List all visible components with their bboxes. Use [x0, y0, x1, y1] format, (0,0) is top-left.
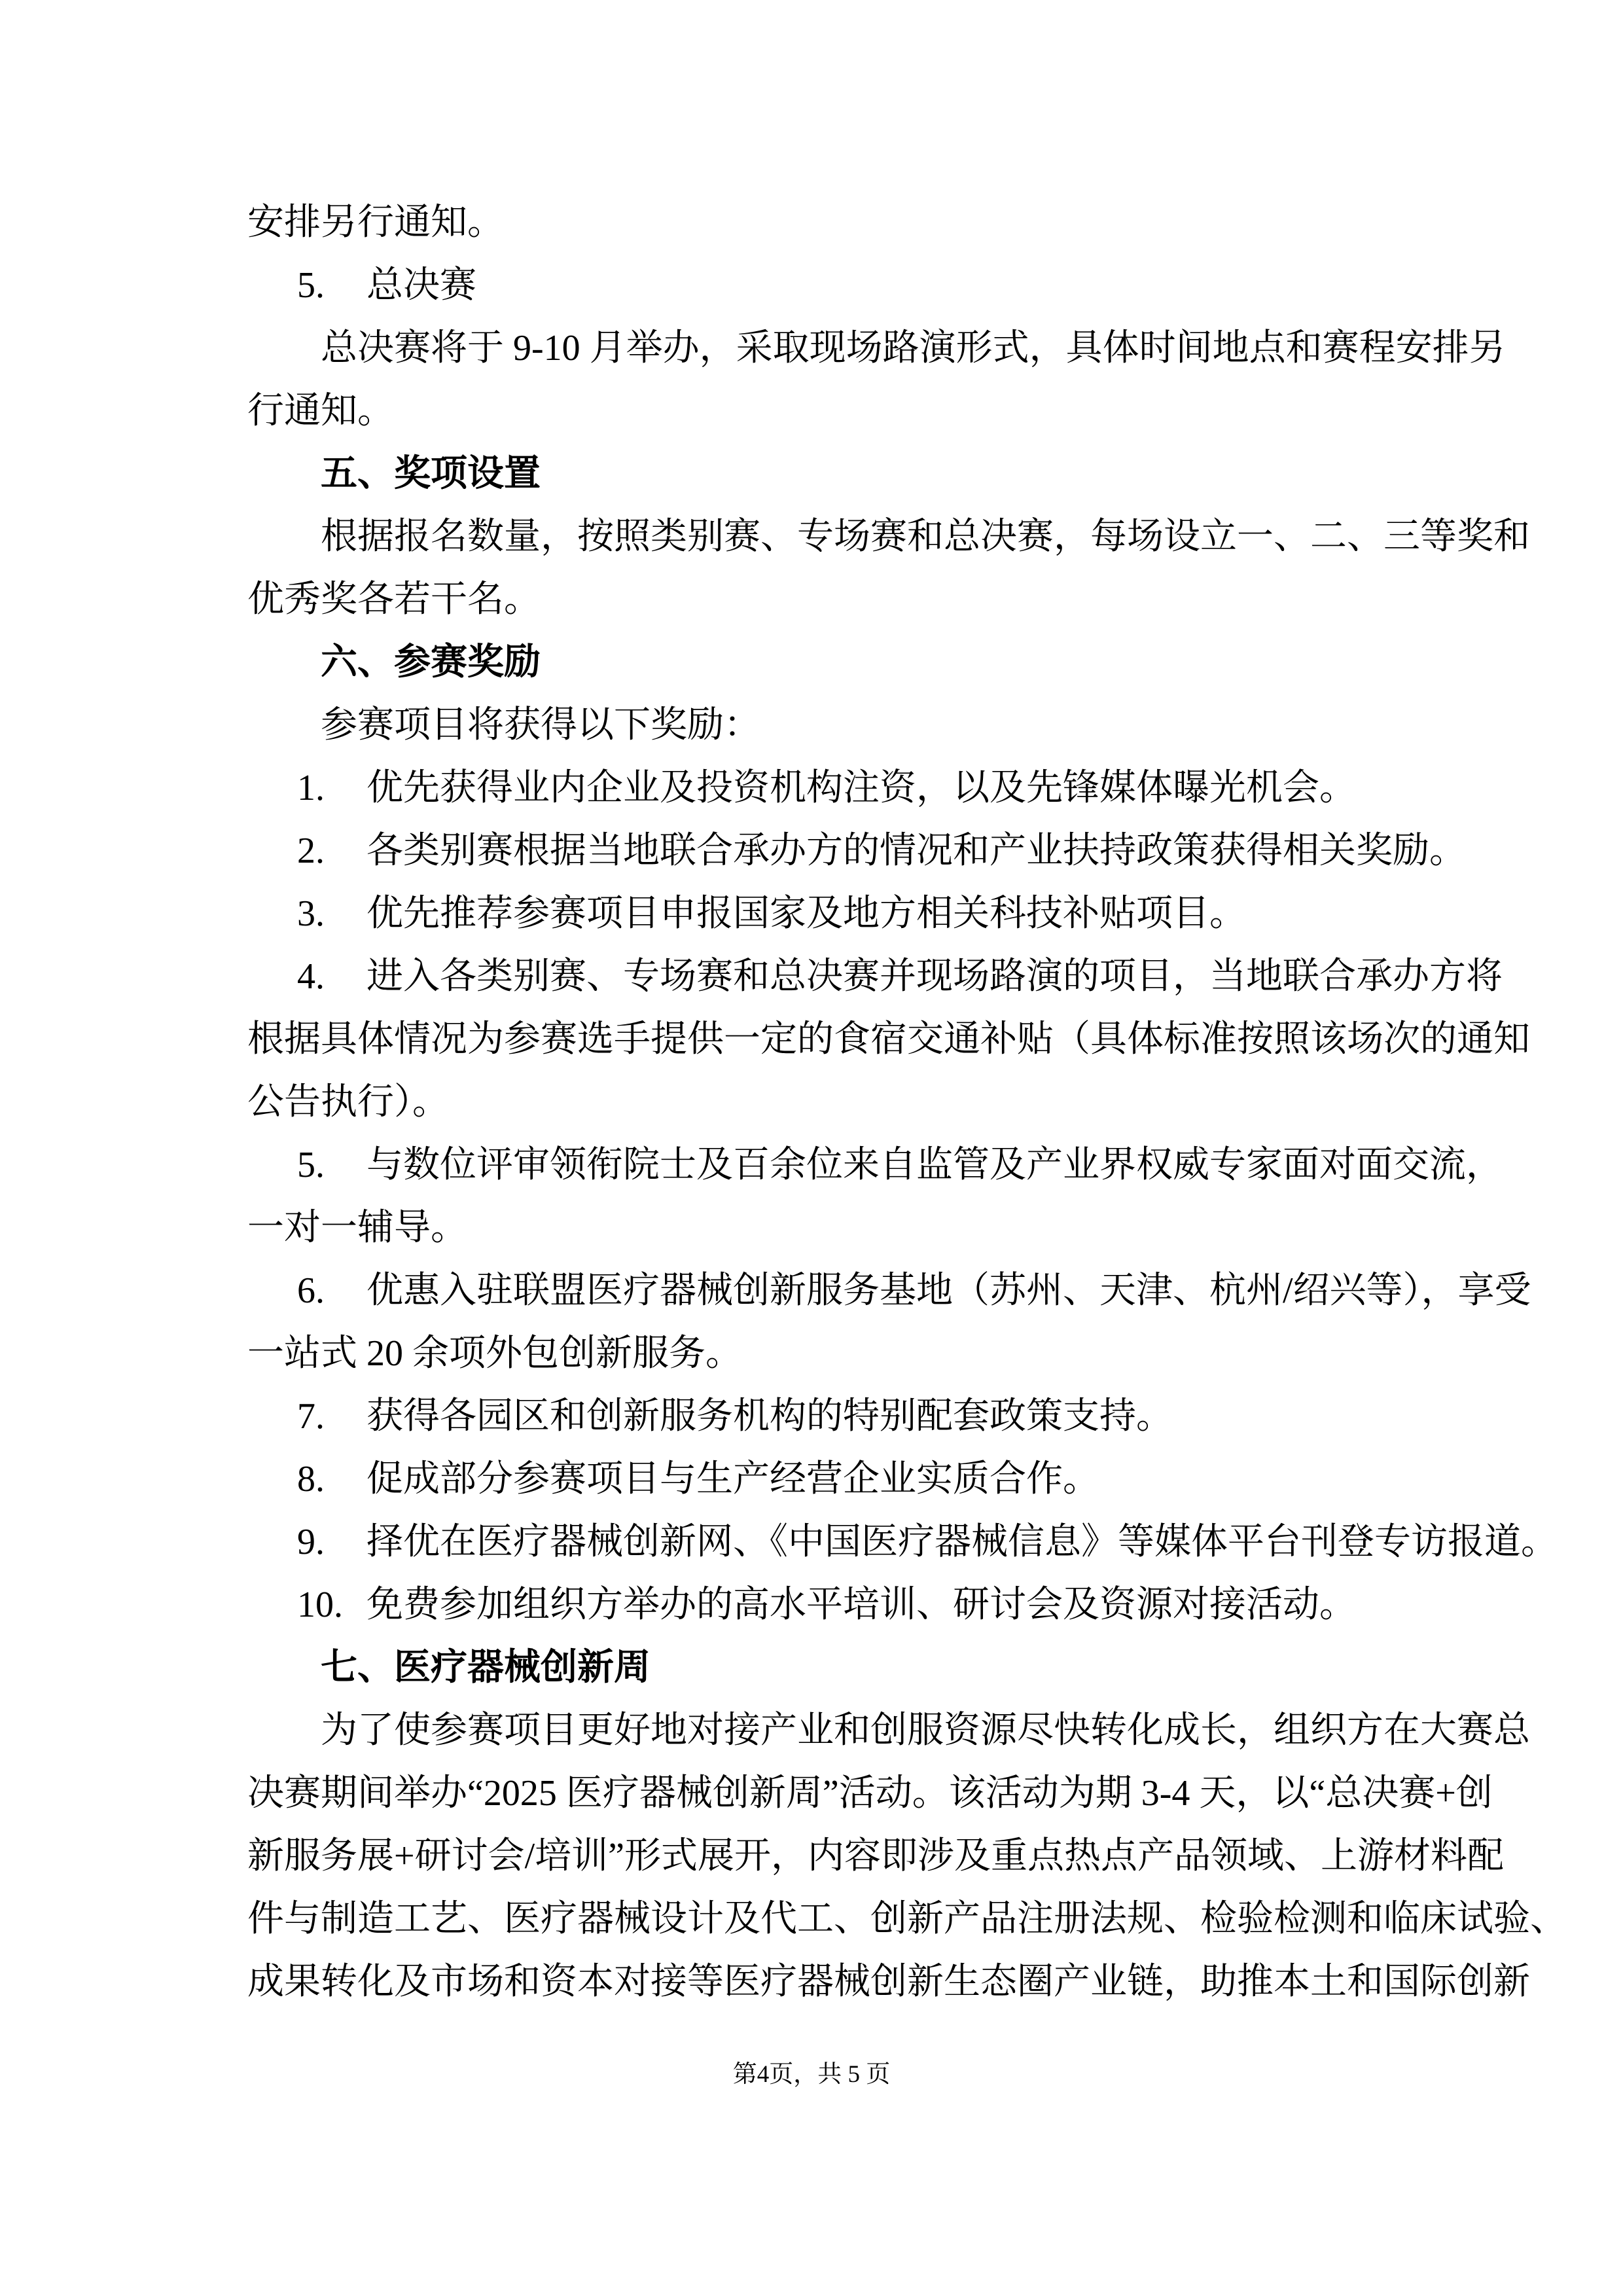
paragraph-line: 根据报名数量，按照类别赛、专场赛和总决赛，每场设立一、二、三等奖和 [321, 516, 1530, 557]
list-item [247, 254, 1404, 317]
list-item [247, 1573, 1404, 1636]
paragraph-line: 新服务展+研讨会/培训”形式展开，内容即涉及重点热点产品领域、上游材料配 [247, 1836, 1504, 1876]
section-heading-awards: 五、奖项设置 [321, 454, 541, 494]
paragraph-line: 为了使参赛项目更好地对接产业和创服资源尽快转化成长，组织方在大赛总 [321, 1710, 1530, 1751]
list-item-text: 择优在医疗器械创新网、《中国医疗器械信息》等媒体平台刊登专访报道。 [366, 1522, 1558, 1562]
document-body [247, 191, 1567, 2013]
list-item-number: 3. [297, 893, 325, 934]
list-item-number: 5. [297, 1145, 325, 1185]
list-item [247, 1385, 1404, 1448]
page-footer [0, 2055, 1623, 2094]
list-item-number: 2. [297, 831, 325, 871]
paragraph-line: 总决赛将于 9-10 月举办，采取现场路演形式，具体时间地点和赛程安排另 [321, 328, 1506, 368]
paragraph-line: 一站式 20 余项外包创新服务。 [247, 1333, 742, 1374]
list-item-number: 4. [297, 956, 325, 997]
list-item [247, 945, 1503, 1008]
section-heading-rewards: 六、参赛奖励 [321, 642, 541, 683]
paragraph-line: 优秀奖各若干名。 [247, 579, 541, 620]
section-heading-innovation-week: 七、医疗器械创新周 [321, 1647, 651, 1688]
list-item-text: 优惠入驻联盟医疗器械创新服务基地（苏州、天津、杭州/绍兴等），享受 [366, 1270, 1531, 1311]
list-item-text: 与数位评审领衔院士及百余位来自监管及产业界权威专家面对面交流， [366, 1145, 1503, 1185]
list-item-text: 优先获得业内企业及投资机构注资，以及先锋媒体曝光机会。 [366, 768, 1356, 808]
list-item-text: 免费参加组织方举办的高水平培训、研讨会及资源对接活动。 [366, 1585, 1356, 1625]
paragraph-line: 安排另行通知。 [247, 202, 504, 243]
list-item-number: 5. [297, 265, 325, 306]
list-item [247, 1511, 1558, 1573]
paragraph-line: 决赛期间举办“2025 医疗器械创新周”活动。该活动为期 3-4 天，以“总决赛+创 [247, 1773, 1493, 1814]
list-item [247, 757, 1404, 819]
list-item-text: 进入各类别赛、专场赛和总决赛并现场路演的项目，当地联合承办方将 [366, 956, 1503, 997]
list-item [247, 819, 1466, 882]
list-item [247, 1134, 1503, 1196]
page-number-text: 第4页，共 5 页 [732, 2061, 891, 2088]
list-item-number: 10. [297, 1585, 343, 1625]
paragraph-line: 一对一辅导。 [247, 1208, 467, 1248]
paragraph-line: 成果转化及市场和资本对接等医疗器械创新生态圈产业链，助推本土和国际创新 [247, 1962, 1530, 2002]
paragraph-line: 公告执行）。 [247, 1082, 449, 1122]
list-item [247, 882, 1404, 945]
list-item-text: 获得各园区和创新服务机构的特别配套政策支持。 [366, 1396, 1173, 1437]
list-item [247, 1448, 1404, 1511]
paragraph-line: 件与制造工艺、医疗器械设计及代工、创新产品注册法规、检验检测和临床试验、 [247, 1899, 1567, 1939]
paragraph-line: 参赛项目将获得以下奖励： [321, 705, 760, 745]
list-item [247, 1259, 1531, 1322]
list-item-number: 7. [297, 1396, 325, 1437]
list-item-number: 8. [297, 1459, 325, 1499]
list-item-text: 总决赛 [366, 265, 476, 306]
list-item-text: 各类别赛根据当地联合承办方的情况和产业扶持政策获得相关奖励。 [366, 831, 1466, 871]
list-item-text: 促成部分参赛项目与生产经营企业实质合作。 [366, 1459, 1099, 1499]
list-item-number: 6. [297, 1270, 325, 1311]
list-item-text: 优先推荐参赛项目申报国家及地方相关科技补贴项目。 [366, 893, 1246, 934]
paragraph-line: 根据具体情况为参赛选手提供一定的食宿交通补贴（具体标准按照该场次的通知 [247, 1019, 1530, 1060]
list-item-number: 9. [297, 1522, 325, 1562]
paragraph-line: 行通知。 [247, 391, 394, 431]
list-item-number: 1. [297, 768, 325, 808]
